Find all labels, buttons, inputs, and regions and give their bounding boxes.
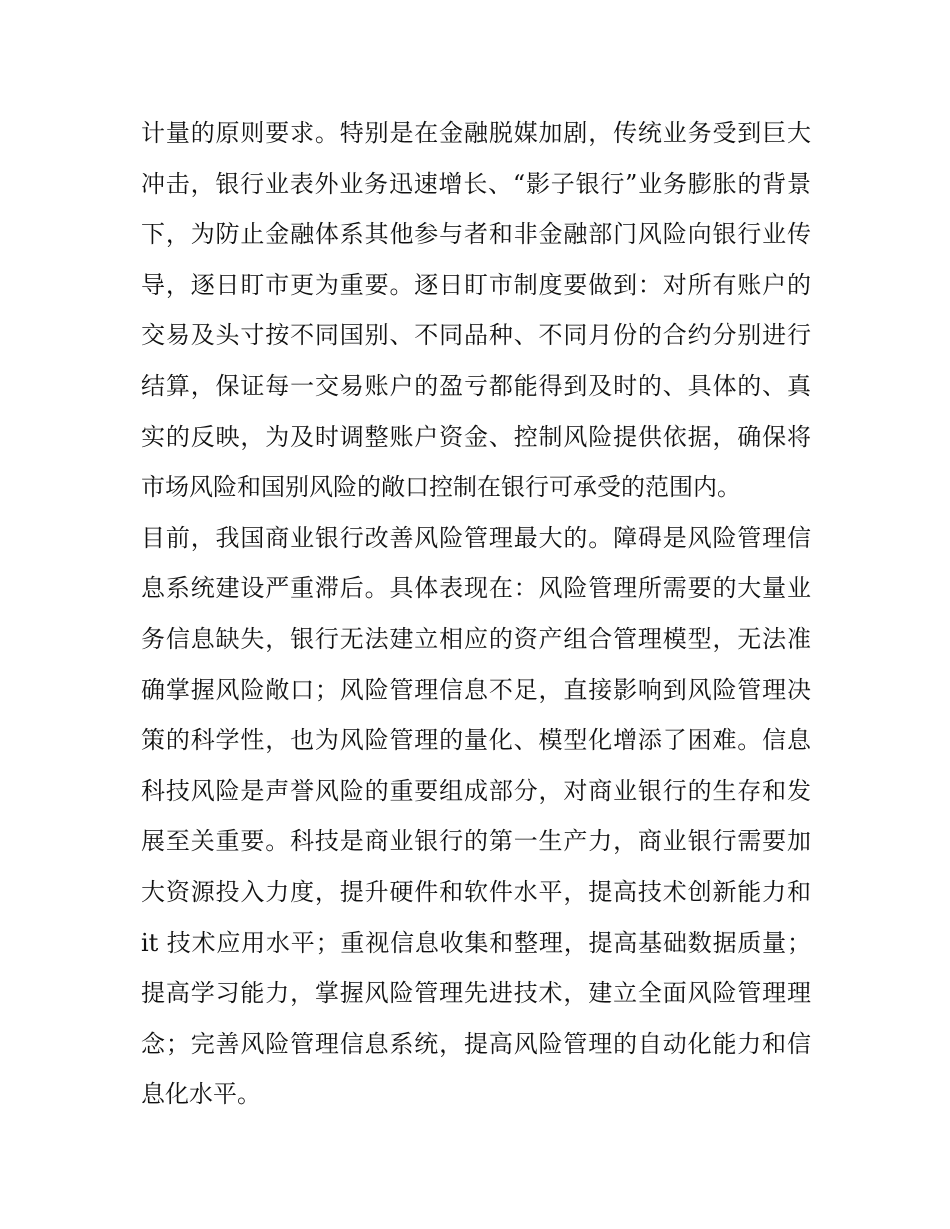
text-line: 大资源投入力度，提升硬件和软件水平，提高技术创新能力和 bbox=[141, 877, 811, 906]
text-line: 导，逐日盯市更为重要。逐日盯市制度要做到：对所有账户的 bbox=[141, 270, 811, 299]
text-line: 计量的原则要求。特别是在金融脱媒加剧，传统业务受到巨大 bbox=[141, 119, 811, 147]
text-line: it 技术应用水平；重视信息收集和整理，提高基础数据质量； bbox=[141, 928, 811, 957]
text-line: 下，为防止金融体系其他参与者和非金融部门风险向银行业传 bbox=[141, 220, 811, 249]
text-line: 提高学习能力，掌握风险管理先进技术，建立全面风险管理理 bbox=[141, 979, 811, 1008]
text-line: 务信息缺失，银行无法建立相应的资产组合管理模型，无法准 bbox=[141, 624, 811, 653]
text-line: 市场风险和国别风险的敞口控制在银行可承受的范围内。 bbox=[141, 473, 741, 502]
text-line: 息化水平。 bbox=[141, 1080, 261, 1109]
text-line: 科技风险是声誉风险的重要组成部分，对商业银行的生存和发 bbox=[141, 776, 811, 805]
text-line: 念；完善风险管理信息系统，提高风险管理的自动化能力和信 bbox=[141, 1029, 811, 1058]
text-line: 息系统建设严重滞后。具体表现在：风险管理所需要的大量业 bbox=[141, 574, 811, 603]
text-line: 冲击，银行业表外业务迅速增长、“影子银行”业务膨胀的背景 bbox=[141, 169, 811, 198]
text-line: 交易及头寸按不同国别、不同品种、不同月份的合约分别进行 bbox=[141, 321, 811, 350]
text-line: 目前，我国商业银行改善风险管理最大的。障碍是风险管理信 bbox=[141, 523, 811, 552]
text-line: 展至关重要。科技是商业银行的第一生产力，商业银行需要加 bbox=[141, 827, 811, 856]
text-line: 实的反映，为及时调整账户资金、控制风险提供依据，确保将 bbox=[141, 422, 811, 451]
text-line: 确掌握风险敞口；风险管理信息不足，直接影响到风险管理决 bbox=[141, 675, 811, 704]
text-line: 结算，保证每一交易账户的盈亏都能得到及时的、具体的、真 bbox=[141, 371, 811, 400]
text-line: 策的科学性，也为风险管理的量化、模型化增添了困难。信息 bbox=[141, 726, 811, 755]
body-text bbox=[141, 108, 811, 1120]
